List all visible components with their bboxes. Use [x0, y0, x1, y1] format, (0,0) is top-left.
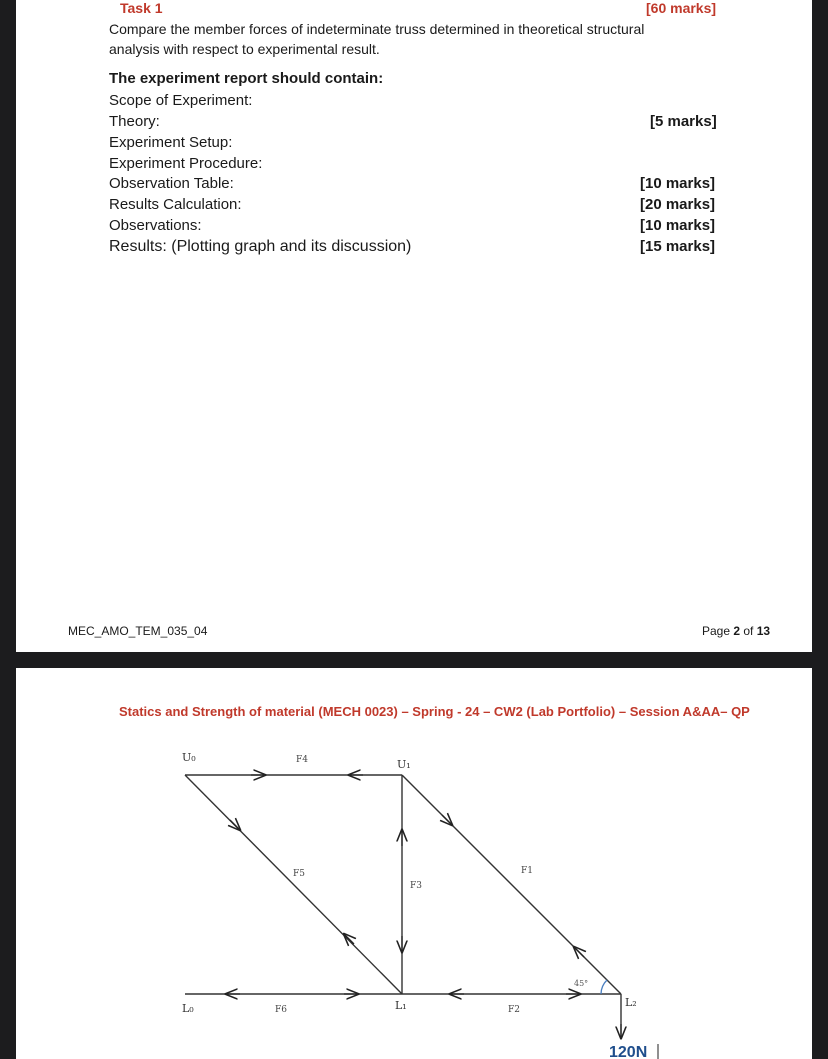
member-label-f6: F6 [275, 1005, 287, 1015]
member-label-f4: F4 [296, 755, 308, 765]
member-label-f1: F1 [521, 866, 533, 876]
member-label-f5: F5 [293, 869, 305, 879]
member-diagonal-u0-l1 [185, 775, 402, 994]
task-description-line-1: Compare the member forces of indeterminate truss determined in theoretical structural [109, 21, 645, 37]
task-total-marks: [60 marks] [646, 0, 717, 16]
member-diagonal-u1-l2 [402, 775, 621, 994]
report-item-scope: Scope of Experiment: [109, 92, 253, 109]
footer-document-code: MEC_AMO_TEM_035_04 [68, 624, 208, 638]
report-item-observation-table: Observation Table: [109, 175, 234, 192]
report-heading: The experiment report should contain: [109, 70, 384, 87]
task-title: Task 1 [120, 0, 163, 16]
load-label: 120N [609, 1044, 648, 1059]
footer-page-total: 13 [756, 624, 771, 638]
task-description [109, 19, 644, 59]
task-description-line-2: analysis with respect to experimental result. [109, 41, 380, 57]
arrow-f1-top [442, 815, 452, 825]
footer-page-number [702, 624, 770, 638]
truss-diagram [16, 668, 812, 1059]
member-label-f3: F3 [410, 881, 422, 891]
report-item-theory: Theory: [109, 113, 160, 130]
report-item-observations-marks: [10 marks] [640, 217, 716, 234]
node-label-l0: L₀ [182, 1002, 194, 1015]
course-header: Statics and Strength of material (MECH 0023) – Spring - 24 – CW2 (Lab Portfolio) – Session A&AA– QP [119, 704, 750, 719]
report-item-results-marks: [15 marks] [640, 238, 716, 255]
document-page-1 [16, 0, 812, 652]
report-item-observations: Observations: [109, 217, 202, 234]
node-label-l1: L₁ [395, 999, 407, 1012]
report-item-results-calculation: Results Calculation: [109, 196, 242, 213]
report-item-theory-marks: [5 marks] [650, 113, 717, 130]
member-label-f2: F2 [508, 1005, 520, 1015]
report-item-results: Results: (Plotting graph and its discussion) [109, 238, 412, 255]
report-item-results-calculation-marks: [20 marks] [640, 196, 716, 213]
arrow-f5-bottom [344, 934, 354, 944]
footer-page-of: of [740, 624, 757, 638]
report-item-observation-table-marks: [10 marks] [640, 175, 716, 192]
node-label-u1: U₁ [397, 758, 411, 771]
footer-page-current: 2 [733, 624, 741, 638]
node-label-l2: L₂ [625, 996, 637, 1009]
report-item-procedure: Experiment Procedure: [109, 155, 263, 172]
node-label-u0: U₀ [182, 751, 196, 764]
report-item-setup: Experiment Setup: [109, 134, 233, 151]
footer-page-prefix: Page [702, 624, 734, 638]
angle-arc [601, 980, 607, 994]
angle-label: 45° [574, 979, 589, 988]
arrow-f1-bottom [574, 947, 584, 957]
arrow-f5-top [230, 820, 240, 830]
document-page-2 [16, 668, 812, 1059]
